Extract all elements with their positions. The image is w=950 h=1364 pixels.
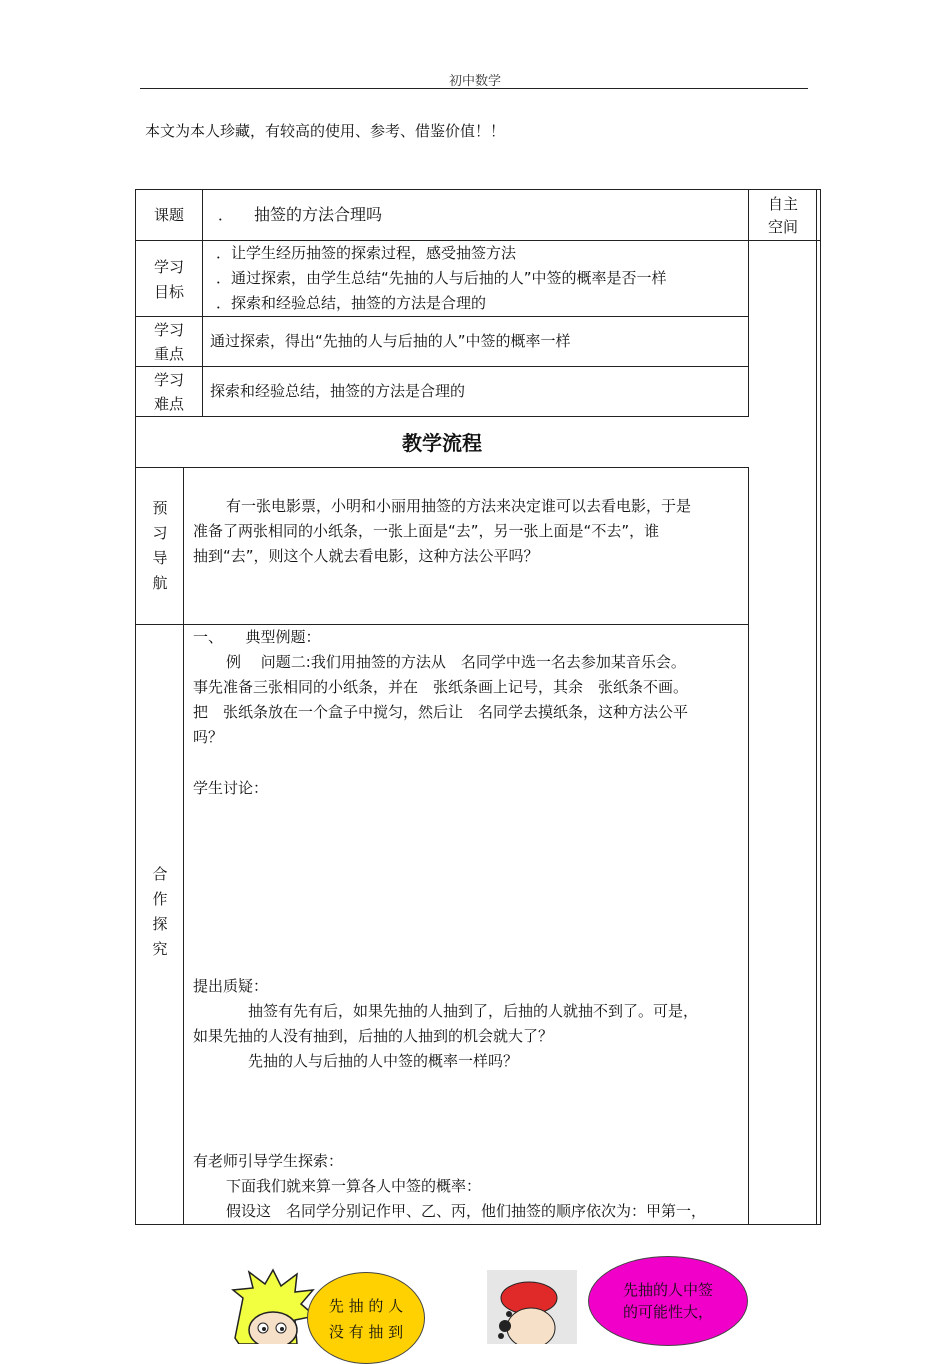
topic-title: 抽签的方法合理吗 bbox=[254, 205, 383, 224]
discussion-label: 学生讨论： bbox=[193, 779, 269, 797]
header-divider bbox=[140, 88, 808, 89]
bubble-right-line-1: 先抽的人中签 bbox=[622, 1281, 713, 1299]
table-right-inner bbox=[816, 189, 817, 1225]
guide-line-1: 下面我们就来算一算各人中签的概率： bbox=[226, 1177, 482, 1195]
flow-title: 教学流程 bbox=[402, 431, 482, 455]
goal-item-1: ．让学生经历抽签的探索过程，感受抽签方法 bbox=[216, 244, 517, 262]
row-divider-4 bbox=[135, 416, 749, 417]
example-line-4: 吗？ bbox=[193, 728, 224, 746]
bubble-left bbox=[307, 1272, 425, 1364]
intro-text: 本文为本人珍藏，有较高的使用、参考、借鉴价值！！ bbox=[145, 122, 506, 140]
table-top-border bbox=[135, 189, 821, 190]
question-2: 先抽的人与后抽的人中签的概率一样吗？ bbox=[248, 1052, 519, 1070]
coop-label-char: 究 bbox=[152, 940, 168, 958]
difficulty-label-2: 难点 bbox=[153, 395, 184, 413]
bubble-right-line-2: 的可能性大， bbox=[622, 1303, 713, 1321]
question-title: 提出质疑： bbox=[193, 977, 269, 995]
example-line-2: 事先准备三张相同的小纸条，并在 张纸条画上记号，其余 张纸条不画。 bbox=[193, 678, 689, 696]
preview-line-3: 抽到“去”，则这个人就去看电影，这种方法公平吗？ bbox=[193, 547, 539, 565]
boy-pupil bbox=[280, 1327, 284, 1331]
guide-line-2: 假设这 名同学分别记作甲、乙、丙，他们抽签的顺序依次为：甲第一， bbox=[226, 1202, 707, 1220]
topic-label: 课题 bbox=[153, 206, 184, 224]
preview-label bbox=[150, 496, 170, 596]
coop-label-char: 探 bbox=[152, 915, 168, 933]
goals-label-1: 学习 bbox=[153, 258, 184, 276]
question-line-1: 抽签有先有后，如果先抽的人抽到了，后抽的人就抽不到了。可是， bbox=[248, 1002, 699, 1020]
goal-item-3: ．探索和经验总结，抽签的方法是合理的 bbox=[216, 294, 487, 312]
coop-label-char: 合 bbox=[152, 865, 168, 883]
goals-label-2: 目标 bbox=[153, 283, 184, 301]
table-bottom-border bbox=[135, 1224, 821, 1225]
coop-label-char: 作 bbox=[152, 890, 168, 908]
side-header-divider bbox=[748, 240, 821, 241]
row-divider-2 bbox=[135, 316, 749, 317]
key-label-1: 学习 bbox=[153, 321, 184, 339]
boy-pupil bbox=[262, 1327, 266, 1331]
table-right-border bbox=[820, 189, 821, 1225]
preview-label-char: 航 bbox=[152, 574, 168, 592]
example-line-1: 例 问题二:我们用抽签的方法从 名同学中选一名去参加某音乐会。 bbox=[226, 653, 686, 671]
preview-label-char: 导 bbox=[152, 549, 168, 567]
goal-item-2: ．通过探索，由学生总结“先抽的人与后抽的人”中签的概率是否一样 bbox=[216, 269, 667, 287]
lower-label-divider bbox=[183, 467, 184, 1225]
example-line-3: 把 张纸条放在一个盒子中搅匀，然后让 名同学去摸纸条，这种方法公平 bbox=[193, 703, 689, 721]
coop-label bbox=[150, 862, 170, 962]
label-column-divider bbox=[202, 189, 203, 417]
bubble-left-line-2: 没 有 抽 到 bbox=[328, 1323, 404, 1341]
dot bbox=[498, 1333, 504, 1339]
preview-label-char: 习 bbox=[152, 524, 168, 542]
preview-line-1: 有一张电影票，小明和小丽用抽签的方法来决定谁可以去看电影，于是 bbox=[226, 497, 692, 515]
difficulty-label-1: 学习 bbox=[153, 371, 184, 389]
bubble-right bbox=[588, 1256, 748, 1346]
lower-side-divider bbox=[748, 467, 749, 1225]
boy-face bbox=[249, 1312, 297, 1344]
key-point-text: 通过探索，得出“先抽的人与后抽的人”中签的概率一样 bbox=[210, 332, 571, 350]
side-label-1: 自主 bbox=[767, 195, 798, 213]
cartoon-boy-left bbox=[225, 1268, 320, 1344]
side-label-2: 空间 bbox=[767, 218, 798, 236]
face bbox=[507, 1308, 555, 1344]
guide-title: 有老师引导学生探索： bbox=[193, 1152, 344, 1170]
bubble-left-line-1: 先 抽 的 人 bbox=[328, 1297, 404, 1315]
topic-dot: ． bbox=[218, 206, 234, 224]
row-divider-5 bbox=[135, 467, 749, 468]
header-subject: 初中数学 bbox=[448, 74, 501, 89]
difficulty-text: 探索和经验总结，抽签的方法是合理的 bbox=[210, 382, 466, 400]
coop-section-title: 一、 典型例题： bbox=[193, 628, 321, 646]
key-label-2: 重点 bbox=[153, 345, 184, 363]
preview-label-char: 预 bbox=[152, 499, 168, 517]
ear-dots bbox=[499, 1320, 511, 1332]
row-divider-3 bbox=[135, 366, 749, 367]
dot bbox=[506, 1311, 512, 1317]
cartoon-boy-right bbox=[487, 1270, 577, 1344]
question-line-2: 如果先抽的人没有抽到，后抽的人抽到的机会就大了？ bbox=[193, 1027, 554, 1045]
preview-line-2: 准备了两张相同的小纸条，一张上面是“去”，另一张上面是“不去”，谁 bbox=[193, 522, 660, 540]
